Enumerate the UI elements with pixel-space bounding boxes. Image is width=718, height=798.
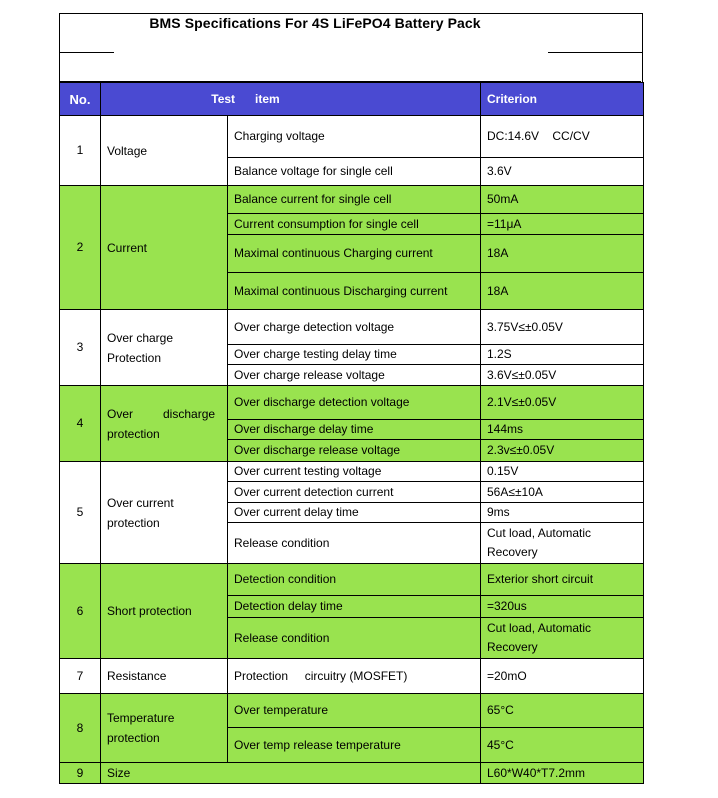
group-number: 8: [60, 694, 101, 763]
group-category: [101, 386, 228, 462]
group-category: Current: [101, 186, 228, 310]
group-category-line1: Over discharge: [107, 406, 216, 421]
test-item: Maximal continuous Charging current: [228, 235, 481, 273]
test-item: Over charge testing delay time: [228, 345, 481, 365]
criterion-value: 3.6V: [481, 158, 644, 186]
test-item: Over current delay time: [228, 503, 481, 523]
table-row: [60, 116, 644, 158]
table-row: [60, 694, 644, 728]
criterion-value: 18A: [481, 273, 644, 310]
group-number: 5: [60, 462, 101, 564]
test-item: Over discharge detection voltage: [228, 386, 481, 420]
group-category: Over current protection: [101, 462, 228, 564]
criterion-value: 1.2S: [481, 345, 644, 365]
test-item: Over current detection current: [228, 482, 481, 503]
group-category: Size: [101, 763, 481, 784]
criterion-value: 18A: [481, 235, 644, 273]
test-item: Over discharge delay time: [228, 420, 481, 440]
group-number: 6: [60, 564, 101, 659]
test-item: Balance voltage for single cell: [228, 158, 481, 186]
group-category-line2: protection: [107, 426, 160, 441]
criterion-value: DC:14.6V CC/CV: [481, 116, 644, 158]
group-category: Short protection: [101, 564, 228, 659]
title-underline-right: [548, 52, 642, 53]
group-number: 7: [60, 659, 101, 694]
criterion-value: Cut load, Automatic Recovery: [481, 523, 644, 564]
table-row: [60, 763, 644, 784]
header-row: [60, 83, 644, 116]
test-item: Over current testing voltage: [228, 462, 481, 482]
criterion-value: 45°C: [481, 728, 644, 763]
table-row: [60, 462, 644, 482]
criterion-value: 144ms: [481, 420, 644, 440]
test-item: Protection circuitry (MOSFET): [228, 659, 481, 694]
test-item: Detection condition: [228, 564, 481, 596]
table-row: [60, 310, 644, 345]
test-item: Over temp release temperature: [228, 728, 481, 763]
criterion-value: L60*W40*T7.2mm: [481, 763, 644, 784]
group-number: 1: [60, 116, 101, 186]
criterion-value: Cut load, Automatic Recovery: [481, 618, 644, 659]
criterion-value: 9ms: [481, 503, 644, 523]
criterion-value: =320us: [481, 596, 644, 618]
table-row: [60, 659, 644, 694]
criterion-value: =11μA: [481, 214, 644, 235]
criterion-value: Exterior short circuit: [481, 564, 644, 596]
title-block: [59, 13, 643, 82]
test-item: Over temperature: [228, 694, 481, 728]
test-item: Over charge detection voltage: [228, 310, 481, 345]
table-row: [60, 386, 644, 420]
test-item: Charging voltage: [228, 116, 481, 158]
test-item: Over charge release voltage: [228, 365, 481, 386]
test-item: Over discharge release voltage: [228, 440, 481, 462]
group-category: Voltage: [101, 116, 228, 186]
header-test-item: Test item: [101, 83, 481, 116]
test-item: Balance current for single cell: [228, 186, 481, 214]
group-number: 4: [60, 386, 101, 462]
spec-sheet: [59, 13, 643, 791]
header-no: No.: [60, 83, 101, 116]
criterion-value: =20mO: [481, 659, 644, 694]
test-item: Current consumption for single cell: [228, 214, 481, 235]
criterion-value: 2.1V≤±0.05V: [481, 386, 644, 420]
criterion-value: 3.6V≤±0.05V: [481, 365, 644, 386]
criterion-value: 3.75V≤±0.05V: [481, 310, 644, 345]
criterion-value: 65°C: [481, 694, 644, 728]
criterion-value: 0.15V: [481, 462, 644, 482]
spec-table: [59, 82, 644, 784]
criterion-value: 56A≤±10A: [481, 482, 644, 503]
criterion-value: 50mA: [481, 186, 644, 214]
test-item: Detection delay time: [228, 596, 481, 618]
group-number: 3: [60, 310, 101, 386]
test-item: Release condition: [228, 618, 481, 659]
table-row: [60, 186, 644, 214]
table-row: [60, 564, 644, 596]
test-item: Release condition: [228, 523, 481, 564]
criterion-value: 2.3v≤±0.05V: [481, 440, 644, 462]
test-item: Maximal continuous Discharging current: [228, 273, 481, 310]
page-title: BMS Specifications For 4S LiFePO4 Battery Pack: [149, 15, 481, 31]
group-category: Resistance: [101, 659, 228, 694]
group-number: 9: [60, 763, 101, 784]
group-number: 2: [60, 186, 101, 310]
header-criterion: Criterion: [481, 83, 644, 116]
group-category: Over charge Protection: [101, 310, 228, 386]
group-category: Temperature protection: [101, 694, 228, 763]
title-underline-left: [60, 52, 114, 53]
